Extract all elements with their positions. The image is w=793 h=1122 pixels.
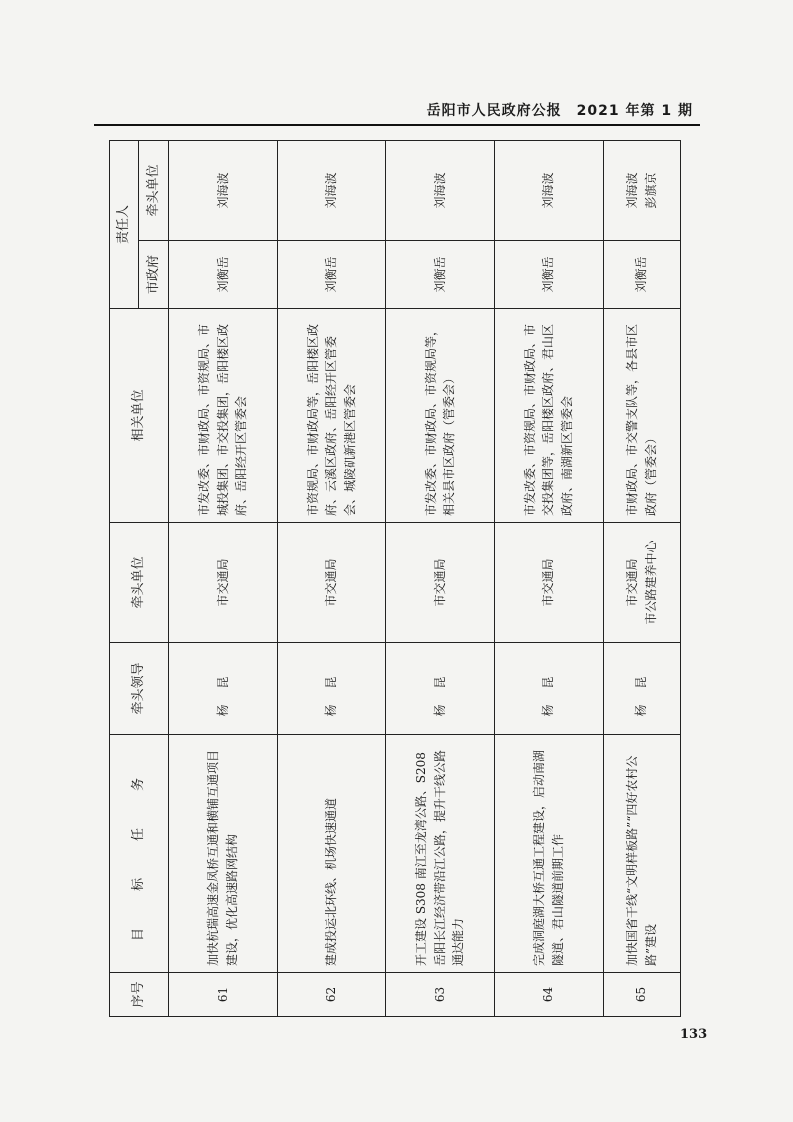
- row-related-units: 市发改委、市资规局、市财政局、市交投集团等，岳阳楼区政府、君山区政府、南湖新区管委会: [494, 309, 603, 523]
- header-responsible: 责任人: [110, 140, 139, 308]
- row-resp-unit: [603, 140, 680, 240]
- row-related-units: 市发改委、市财政局、市资规局等，相关县市区政府（管委会）: [386, 309, 495, 523]
- row-resp-unit: 刘海波: [386, 140, 495, 240]
- row-leader: 杨昆: [386, 643, 495, 735]
- row-task: 开工建设 S308 南江至龙湾公路、S208 岳阳长江经济带沿江公路，提升干线公路通达能力: [386, 735, 495, 973]
- row-lead-unit: [603, 523, 680, 643]
- row-lead-unit: 市交通局: [277, 523, 386, 643]
- header-related-units: 相关单位: [110, 309, 169, 523]
- publication-header: 岳阳市人民政府公报 2021 年第 1 期: [426, 103, 693, 119]
- row-resp-unit: 刘海波: [277, 140, 386, 240]
- row-resp-gov: 刘衡岳: [169, 241, 278, 309]
- row-resp-gov: 刘衡岳: [603, 241, 680, 309]
- row-leader: 杨昆: [494, 643, 603, 735]
- table-row: [277, 140, 386, 1016]
- table-row: [386, 140, 495, 1016]
- row-number: 61: [169, 973, 278, 1017]
- row-task: 加快国省干线“文明样板路”“四好农村公路”建设: [603, 735, 680, 973]
- row-lead-unit: 市交通局: [169, 523, 278, 643]
- row-resp-unit: 刘海波: [494, 140, 603, 240]
- rotated-table-container: [109, 141, 681, 1017]
- row-resp-gov: 刘衡岳: [277, 241, 386, 309]
- row-lead-unit: 市交通局: [386, 523, 495, 643]
- row-related-units: 市发改委、市财政局、市资规局、市城投集团、市交投集团，岳阳楼区政府、岳阳经开区管委会: [169, 309, 278, 523]
- row-leader: 杨昆: [603, 643, 680, 735]
- table-row: [603, 140, 680, 1016]
- header-seq: 序号: [110, 973, 169, 1017]
- resp-unit-line: 彭旗京: [643, 172, 658, 209]
- resp-unit-line: 刘海波: [625, 172, 640, 209]
- table-header-row: [110, 140, 139, 1016]
- row-number: 63: [386, 973, 495, 1017]
- lead-unit-line: 市公路建养中心: [643, 540, 658, 625]
- row-leader: 杨昆: [169, 643, 278, 735]
- page-number: 133: [680, 1027, 708, 1042]
- task-table: [109, 140, 681, 1017]
- row-task: 建成投运北环线、机场快速通道: [277, 735, 386, 973]
- row-number: 62: [277, 973, 386, 1017]
- header-resp-lead-unit: 牵头单位: [139, 140, 169, 240]
- row-task: 加快杭瑞高速金凤桥互通和横铺互通项目建设，优化高速路网结构: [169, 735, 278, 973]
- row-related-units: 市资规局、市财政局等，岳阳楼区政府、云溪区政府、岳阳经开区管委会、城陵矶新港区管委会: [277, 309, 386, 523]
- lead-unit-line: 市交通局: [625, 558, 640, 607]
- row-number: 65: [603, 973, 680, 1017]
- row-resp-gov: 刘衡岳: [494, 241, 603, 309]
- row-related-units: 市财政局、市交警支队等，各县市区政府（管委会）: [603, 309, 680, 523]
- row-leader: 杨昆: [277, 643, 386, 735]
- header-leader: 牵头领导: [110, 643, 169, 735]
- header-resp-gov: 市政府: [139, 241, 169, 309]
- header-task: 目 标 任 务: [110, 735, 169, 973]
- header-lead-unit: 牵头单位: [110, 523, 169, 643]
- header-divider: [94, 124, 700, 126]
- row-task: 完成洞庭湖大桥互通工程建设，启动南湖隧道、君山隧道前期工作: [494, 735, 603, 973]
- table-row: [169, 140, 278, 1016]
- table-row: [494, 140, 603, 1016]
- row-number: 64: [494, 973, 603, 1017]
- row-resp-unit: 刘海波: [169, 140, 278, 240]
- row-resp-gov: 刘衡岳: [386, 241, 495, 309]
- row-lead-unit: 市交通局: [494, 523, 603, 643]
